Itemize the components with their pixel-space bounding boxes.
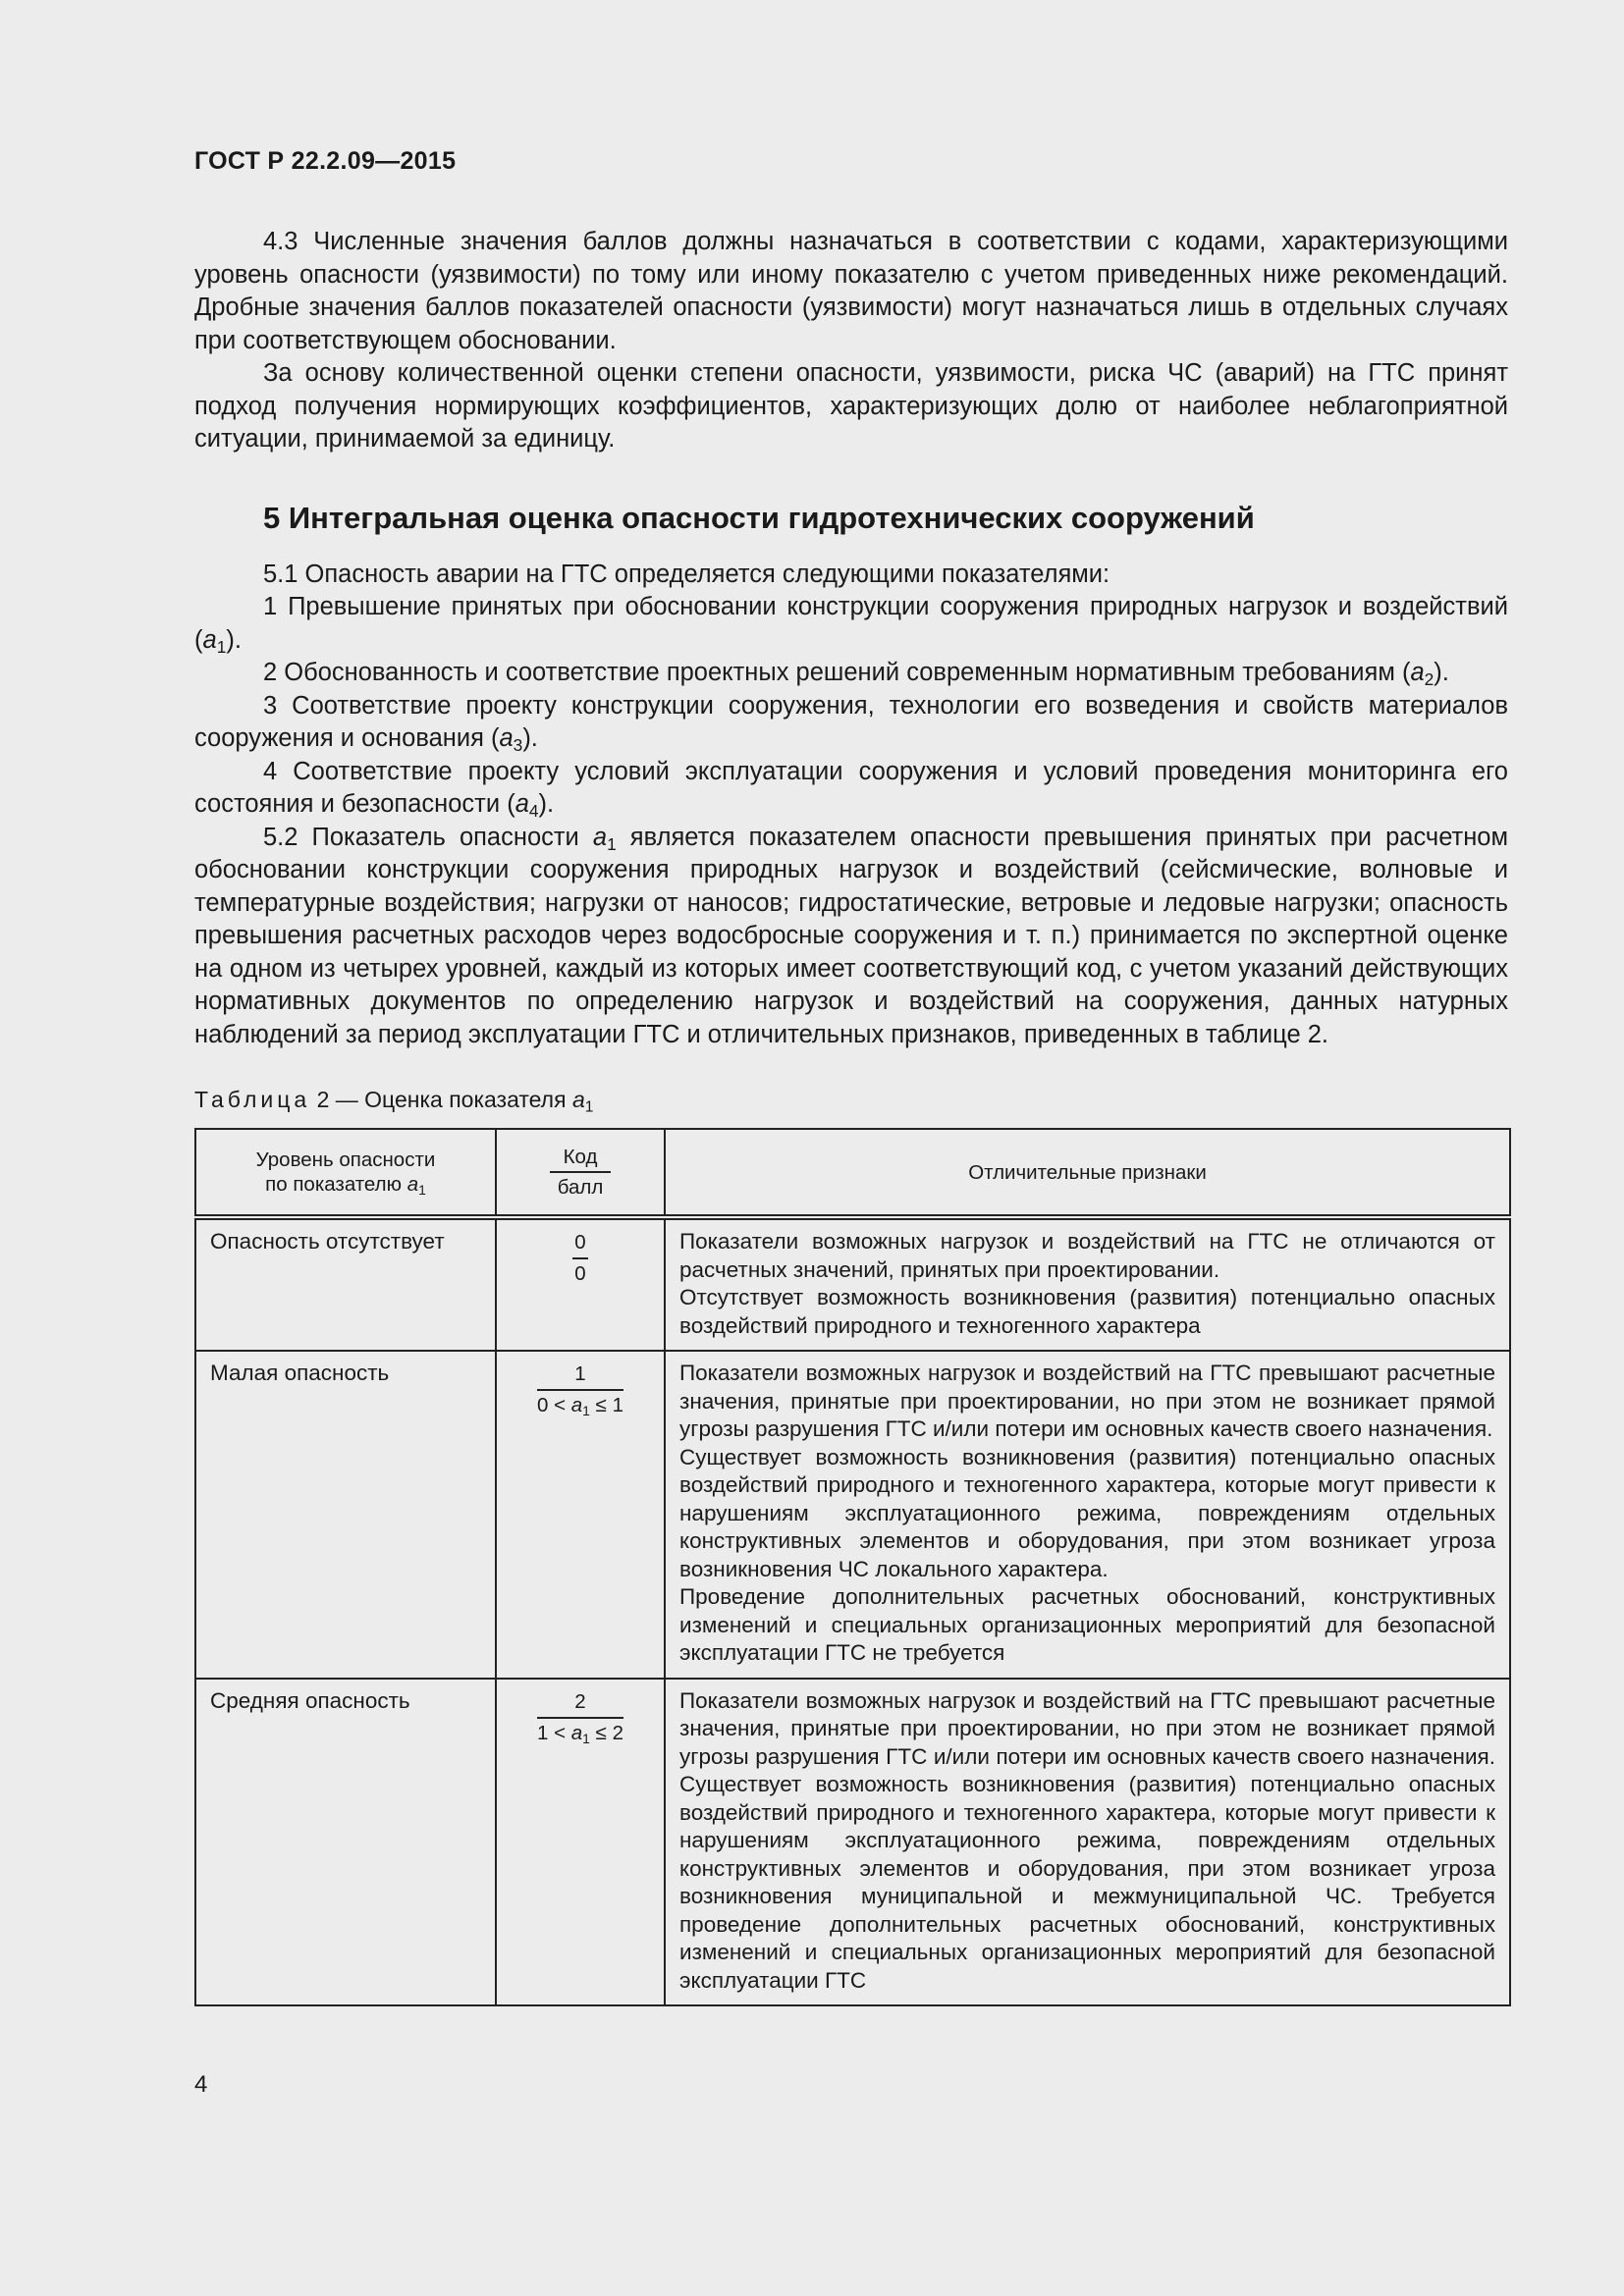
table-row — [195, 1351, 1510, 1679]
row-signs: Показатели возможных нагрузок и воздействий на ГТС превышают расчетные значения, принятые при проектировании, но при этом не возникает прямой угрозы разрушения ГТС и/или потери им основных качеств своего назначения. Существует возможность возникновения (развития) потенциально опасных воздействий природного и техногенного характера, которые могут привести к нарушениям эксплуатационного режима, повреждениям отдельных конструктивных элементов и оборудования, при этом возникает угроза возникновения ЧС локального характера. Проведение дополнительных расчетных обоснований, конструктивных изменений и специальных организационных мероприятий для безопасной эксплуатации ГТС не требуется — [665, 1351, 1510, 1679]
indicator-item-2: 2 Обоснованность и соответствие проектных решений современным нормативным требованиям $(a_2)$. — [263, 659, 1449, 690]
header-distinctive-signs: Отличительные признаки — [665, 1129, 1510, 1217]
indicator-item-4: 4 Соответствие проекту условий эксплуатации сооружения и условий проведения мониторинга его состояния и безопасности $(a_4)$. — [194, 757, 1508, 822]
row-level: Малая опасность — [195, 1351, 496, 1679]
header-code-score: $\frac{\text{Код}}{\text{балл}}$ — [496, 1129, 665, 1217]
row-code-score: $\frac{2}{1 < a_1 \le 2}$ — [496, 1679, 665, 2006]
row-signs: Показатели возможных нагрузок и воздействий на ГТС не отличаются от расчетных значений, принятых при проектировании. Отсутствует возможность возникновения (развития) потенциально опасных воздействий природного и техногенного характера — [665, 1217, 1510, 1351]
table-row — [195, 1679, 1510, 2006]
section-5-title: 5 Интегральная оценка опасности гидротехнических сооружений — [263, 500, 1255, 535]
row-code-score: $\frac{1}{0 < a_1 \le 1}$ — [496, 1351, 665, 1679]
document-header: ГОСТ Р 22.2.09—2015 — [194, 147, 457, 175]
paragraph-5-2: 5.2 Показатель опасности $a_1$ является показателем опасности превышения принятых при расчетном обосновании конструкции сооружения природных нагрузок и воздействий (сейсмические, волновые и температурные воздействия; нагрузки от наносов; гидростатические, ветровые и ледовые нагрузки; опасность превышения расчетных расходов через водосбросные сооружения и т. п.) принимается по экспертной оценке на одном из четырех уровней, каждый из которых имеет соответствующий код, с учетом указаний действующих нормативных документов по определению нагрузок и воздействий на сооружения, данных натурных наблюдений за период эксплуатации ГТС и отличительных признаков, приведенных в таблице 2. — [194, 823, 1509, 1048]
indicator-item-1: 1 Превышение принятых при обосновании конструкции сооружения природных нагрузок и воздействий $(a_1)$. — [194, 593, 1508, 657]
header-danger-level: Уровень опасности по показателю $a_1$ — [195, 1129, 496, 1217]
page-content — [194, 226, 1508, 2006]
page-number: 4 — [194, 2071, 208, 2098]
table-row — [195, 1217, 1510, 1351]
row-code-score: $\frac{0}{0}$ — [496, 1217, 665, 1351]
row-level: Опасность отсутствует — [195, 1217, 496, 1351]
paragraph-4-3-basis: За основу количественной оценки степени опасности, уязвимости, риска ЧС (аварий) на ГТС принят подход получения нормирующих коэффициентов, характеризующих долю от наиболее неблагоприятной ситуации, принимаемой за единицу. — [194, 359, 1508, 453]
table-header-row — [195, 1129, 1510, 1217]
assessment-table — [194, 1128, 1511, 2006]
table-caption: Таблица 2 — Оценка показателя $a_1$ — [194, 1087, 594, 1116]
row-signs: Показатели возможных нагрузок и воздействий на ГТС превышают расчетные значения, принятые при проектировании, но при этом не возникает прямой угрозы разрушения ГТС и/или потери им основных качеств своего назначения. Существует возможность возникновения (развития) потенциально опасных воздействий природного и техногенного характера, которые могут привести к нарушениям эксплуатационного режима, повреждениям отдельных конструктивных элементов и оборудования, при этом возникает угроза возникновения муниципальной и межмуниципальной ЧС. Требуется проведение дополнительных расчетных обоснований, конструктивных изменений и специальных организационных мероприятий для безопасной эксплуатации ГТС — [665, 1679, 1510, 2006]
indicator-item-3: 3 Соответствие проекту конструкции сооружения, технологии его возведения и свойств материалов сооружения и основания $(a_3)$. — [194, 691, 1508, 756]
row-level: Средняя опасность — [195, 1679, 496, 2006]
paragraph-5-1: 5.1 Опасность аварии на ГТС определяется следующими показателями: — [263, 560, 1110, 588]
paragraph-4-3: 4.3 Численные значения баллов должны назначаться в соответствии с кодами, характеризующими уровень опасности (уязвимости) по тому или иному показателю с учетом приведенных ниже рекомендаций. Дробные значения баллов показателей опасности (уязвимости) могут назначаться лишь в отдельных случаях при соответствующем обосновании. — [194, 228, 1508, 354]
